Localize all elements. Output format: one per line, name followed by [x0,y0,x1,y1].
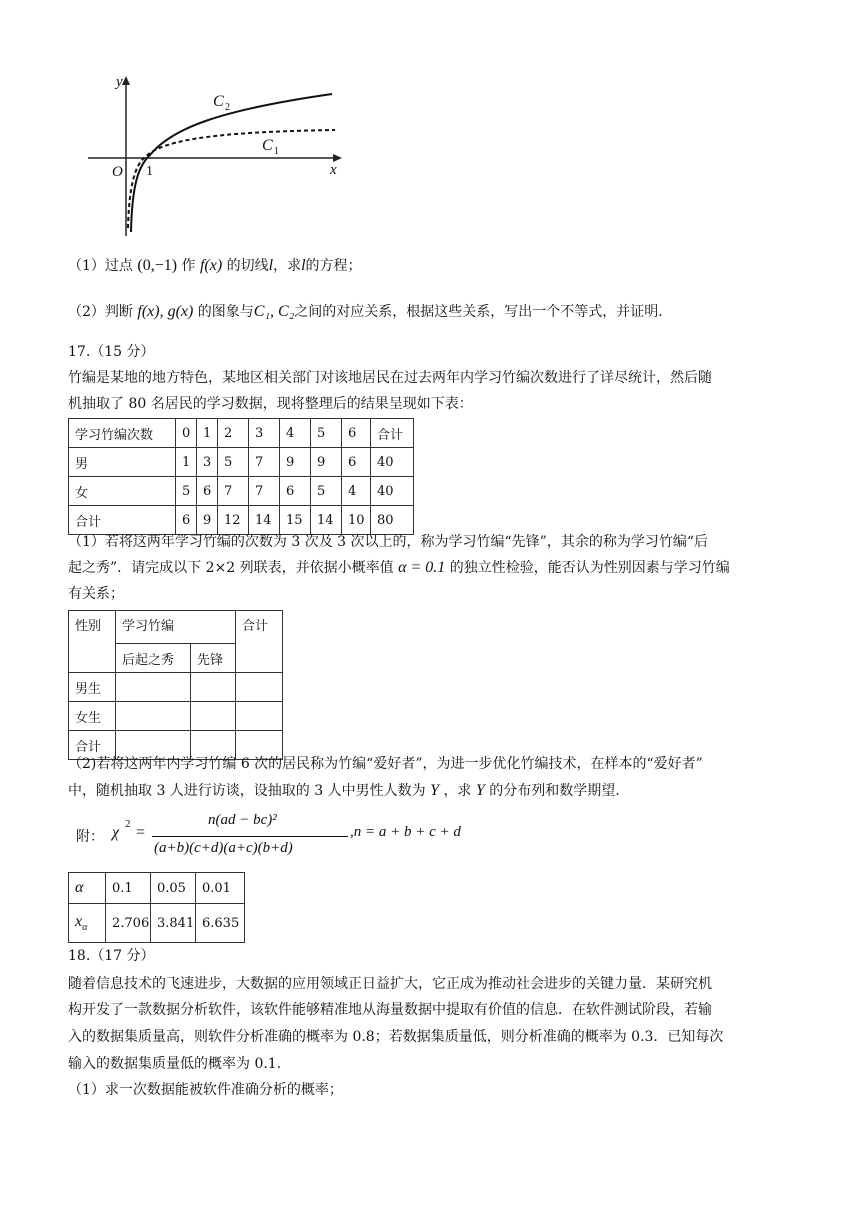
table-row [69,448,414,477]
table-cell: 6 [280,477,311,506]
equals-sign: = [136,824,146,841]
q16-part1 [68,256,362,276]
table-cell [69,904,106,943]
fx-math: f(x) [199,257,223,274]
x-math: x [75,913,83,930]
table-row [69,506,414,535]
point-math: (0,−1) [137,257,178,274]
study-count-table [68,418,414,535]
table-cell[interactable] [191,673,236,702]
table-cell: 80 [371,506,414,535]
y-axis-arrow [122,76,130,85]
text: 的切线 [226,258,269,274]
l-math: l [301,257,306,274]
c2-sub: 2 [225,102,230,113]
table-cell: 15 [280,506,311,535]
table-cell[interactable] [191,702,236,731]
table-cell: 14 [311,506,342,535]
q16-part2 [68,302,663,322]
q17-header: 17.（15 分） [68,344,155,360]
table-cell[interactable] [236,702,283,731]
table-cell: 5 [218,448,249,477]
table-cell: 40 [371,477,414,506]
table-cell: 7 [249,448,280,477]
q18-header: 18.（17 分） [68,948,155,964]
table-cell: 0.05 [151,873,196,904]
table-cell: 0.01 [196,873,245,904]
table-cell: 6 [342,448,371,477]
c1-label: C [262,137,273,154]
q18-line-3: 入的数据集质量高，则软件分析准确的概率为 0.8；若数据集质量低，则分析准确的概率为 0.3．已知每次 [68,1029,724,1045]
table-cell: 性别 [69,611,116,673]
table-cell: 14 [249,506,280,535]
chi-symbol: χ [112,824,120,841]
q17-intro-2: 机抽取了 80 名居民的学习数据，现将整理后的结果呈现如下表： [68,396,473,412]
n-definition: ,n = a + b + c + d [350,824,461,840]
q18-line-2: 构开发了一款数据分析软件，该软件能够精准地从海量数据中提取有价值的信息．在软件测试阶段，若输 [68,1002,712,1018]
text: 的分布列和数学期望. [489,783,620,799]
text: 起之秀”．请完成以下 2×2 列联表，并依据小概率值 [68,560,394,576]
table-cell: 9 [197,506,218,535]
table-cell: 0.1 [106,873,151,904]
table-cell: 5 [311,419,342,448]
alpha-math: α = 0.1 [398,559,446,576]
table-cell: 9 [280,448,311,477]
c2-label: C [213,93,224,110]
text: 之间的对应关系，根据这些关系，写出一个不等式，并证明. [294,304,663,320]
table-cell: 合计 [371,419,414,448]
table-cell: 2.706 [106,904,151,943]
x-axis-label: x [330,162,337,178]
table-cell: 合计 [236,611,283,673]
table-row [69,611,283,644]
table-cell: 女生 [69,702,116,731]
text: 的方程； [305,258,362,274]
table-cell: 合计 [69,506,176,535]
q18-line-4: 输入的数据集质量低的概率为 0.1. [68,1056,282,1072]
table-cell[interactable] [116,673,191,702]
table-row [69,477,414,506]
y-axis-label: y [116,74,123,90]
y-math: Y [475,782,485,799]
table-cell: 3.841 [151,904,196,943]
y-math: Y [430,782,439,799]
table-cell[interactable] [236,673,283,702]
table-cell: 3 [197,448,218,477]
table-cell: 7 [249,477,280,506]
tick-one-label: 1 [146,164,153,179]
curve-c2 [131,94,332,232]
table-cell: 学习竹编 [116,611,236,644]
table-cell: 1 [176,448,197,477]
x-axis-arrow [333,154,342,162]
table-cell: 4 [342,477,371,506]
q18-part1: （1）求一次数据能被软件准确分析的概率； [68,1082,343,1098]
table-row [69,873,245,904]
q17-part2-line2 [68,781,620,801]
q17-part1-line3: 有关系； [68,586,124,602]
fg-math: f(x), g(x) [137,303,194,320]
table-cell: 6 [342,419,371,448]
l-math: l [268,257,274,274]
origin-label: O [112,164,123,180]
table-cell: 6 [197,477,218,506]
chi-superscript: 2 [125,818,131,830]
text: 的图象与 [197,304,254,320]
formula-numerator: n(ad − bc)² [208,812,277,828]
table-cell: 5 [311,477,342,506]
table-cell: 男生 [69,673,116,702]
table-cell: 10 [342,506,371,535]
table-row [69,702,283,731]
c1-sub: 1 [274,146,279,157]
table-cell: 4 [280,419,311,448]
alpha-sub: α [82,922,88,933]
table-cell: 合计 [69,731,116,760]
table-cell: 6 [176,506,197,535]
table-cell: 女 [69,477,176,506]
table-cell: 40 [371,448,414,477]
text: ，求 [273,258,302,274]
table-row [69,673,283,702]
critical-value-table [68,872,245,943]
table-cell: 3 [249,419,280,448]
q17-intro-1: 竹编是某地的地方特色，某地区相关部门对该地居民在过去两年内学习竹编次数进行了详尽统计，然后随 [68,370,712,386]
table-cell: 0 [176,419,197,448]
q17-part1-line1: （1）若将这两年学习竹编的次数为 3 次及 3 次以上的，称为学习竹编“先锋”，其余的称为学习竹编“后 [68,534,708,550]
text: 作 [181,258,196,274]
q17-part1-line2 [68,558,730,578]
text: （2）判断 [68,304,133,320]
table-cell[interactable] [116,702,191,731]
table-row [69,419,414,448]
table-cell: 6.635 [196,904,245,943]
table-cell: 先锋 [191,644,236,673]
table-cell: 学习竹编次数 [69,419,176,448]
table-row [69,904,245,943]
text: （1）过点 [68,258,133,274]
table-cell: 5 [176,477,197,506]
fraction-bar [152,836,348,837]
text: 中，随机抽取 3 人进行访谈，设抽取的 3 人中男性人数为 [68,783,426,799]
c-math: C₁, C₂ [253,303,295,320]
table-cell: 7 [218,477,249,506]
table-cell: 9 [311,448,342,477]
table-cell: 后起之秀 [116,644,191,673]
table-cell: 2 [218,419,249,448]
table-cell: 男 [69,448,176,477]
text: 的独立性检验，能否认为性别因素与学习竹编 [449,560,730,576]
contingency-table [68,610,283,760]
appendix-label: 附： [76,829,104,845]
table-cell: 12 [218,506,249,535]
function-graph [80,66,350,238]
text: ，求 [443,783,472,799]
table-cell: 1 [197,419,218,448]
q17-part2-line1: （2)若将这两年内学习竹编 6 次的居民称为竹编“爱好者”，为进一步优化竹编技术，在样本的“爱好者” [68,756,703,772]
q18-line-1: 随着信息技术的飞速进步，大数据的应用领域正日益扩大，它正成为推动社会进步的关键力量．某研究机 [68,976,712,992]
table-cell: α [69,873,106,904]
formula-denominator: (a+b)(c+d)(a+c)(b+d) [154,840,293,856]
chi-square-formula [76,812,496,864]
